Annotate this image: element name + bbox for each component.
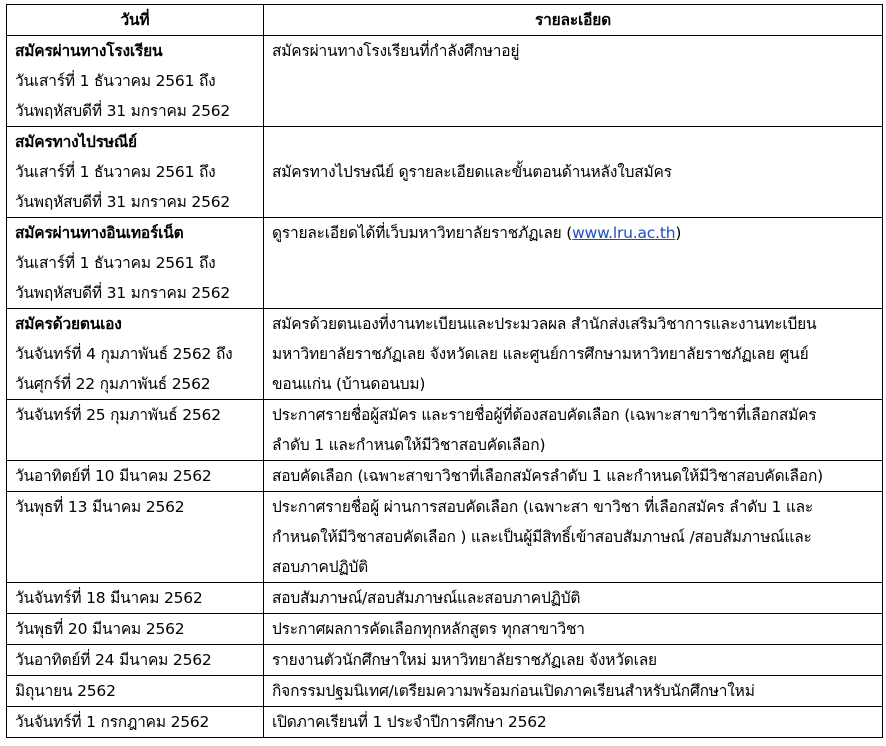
table-row (7, 583, 883, 614)
detail-text: สมัครทางไปรษณีย์ ดูรายละเอียดและขั้นตอนด้านหลังใบสมัคร (272, 163, 672, 181)
detail-text: สมัครผ่านทางโรงเรียนที่กำลังศึกษาอยู่ (272, 42, 520, 60)
date-cell (7, 36, 264, 127)
detail-suffix: ) (675, 224, 682, 242)
table-row (7, 36, 883, 127)
detail-cell: รายงานตัวนักศึกษาใหม่ มหาวิทยาลัยราชภัฏเลย จังหวัดเลย (264, 645, 883, 676)
detail-line: กำหนดให้มีวิชาสอบคัดเลือก ) และเป็นผู้มีสิทธิ์เข้าสอบสัมภาษณ์ /สอบสัมภาษณ์และ (272, 528, 812, 546)
date-cell: วันพุธที่ 20 มีนาคม 2562 (7, 614, 264, 645)
admission-schedule-table (6, 4, 883, 738)
detail-cell: ประกาศผลการคัดเลือกทุกหลักสูตร ทุกสาขาวิชา (264, 614, 883, 645)
date-line: วันจันทร์ที่ 4 กุมภาพันธ์ 2562 ถึง (15, 345, 233, 363)
date-cell (7, 218, 264, 309)
date-cell: มิถุนายน 2562 (7, 676, 264, 707)
row-title: สมัครทางไปรษณีย์ (15, 133, 137, 151)
date-line: วันพฤหัสบดีที่ 31 มกราคม 2562 (15, 102, 231, 120)
date-cell: วันจันทร์ที่ 18 มีนาคม 2562 (7, 583, 264, 614)
date-cell: วันจันทร์ที่ 1 กรกฎาคม 2562 (7, 707, 264, 738)
date-cell (7, 309, 264, 400)
detail-cell: สอบคัดเลือก (เฉพาะสาขาวิชาที่เลือกสมัครลำดับ 1 และกำหนดให้มีวิชาสอบคัดเลือก) (264, 461, 883, 492)
detail-line: สอบภาคปฏิบัติ (272, 558, 369, 576)
table-row (7, 127, 883, 218)
detail-line: ประกาศรายชื่อผู้สมัคร และรายชื่อผู้ที่ต้องสอบคัดเลือก (เฉพาะสาขาวิชาที่เลือกสมัคร (272, 406, 817, 424)
detail-line: สมัครด้วยตนเองที่งานทะเบียนและประมวลผล สำนักส่งเสริมวิชาการและงานทะเบียน (272, 315, 817, 333)
detail-cell (264, 309, 883, 400)
table-row (7, 492, 883, 583)
university-website-link[interactable]: www.lru.ac.th (572, 224, 676, 242)
row-title: สมัครผ่านทางโรงเรียน (15, 42, 163, 60)
date-cell: วันอาทิตย์ที่ 24 มีนาคม 2562 (7, 645, 264, 676)
detail-cell (264, 36, 883, 127)
table-row (7, 645, 883, 676)
table-row (7, 400, 883, 461)
date-line: วันเสาร์ที่ 1 ธันวาคม 2561 ถึง (15, 163, 216, 181)
detail-cell (264, 127, 883, 218)
date-line: วันเสาร์ที่ 1 ธันวาคม 2561 ถึง (15, 254, 216, 272)
detail-column-header: รายละเอียด (264, 5, 883, 36)
detail-cell: เปิดภาคเรียนที่ 1 ประจำปีการศึกษา 2562 (264, 707, 883, 738)
detail-line: มหาวิทยาลัยราชภัฏเลย จังหวัดเลย และศูนย์การศึกษามหาวิทยาลัยราชภัฏเลย ศูนย์ (272, 345, 809, 363)
detail-line: ประกาศรายชื่อผู้ ผ่านการสอบคัดเลือก (เฉพาะสา ขาวิชา ที่เลือกสมัคร ลำดับ 1 และ (272, 498, 814, 516)
detail-cell (264, 400, 883, 461)
detail-line: ขอนแก่น (บ้านดอนบม) (272, 375, 426, 393)
date-cell: วันจันทร์ที่ 25 กุมภาพันธ์ 2562 (7, 400, 264, 461)
date-column-header: วันที่ (7, 5, 264, 36)
table-row (7, 676, 883, 707)
date-line: วันศุกร์ที่ 22 กุมภาพันธ์ 2562 (15, 375, 211, 393)
detail-cell (264, 218, 883, 309)
detail-cell: สอบสัมภาษณ์/สอบสัมภาษณ์และสอบภาคปฏิบัติ (264, 583, 883, 614)
date-cell: วันพุธที่ 13 มีนาคม 2562 (7, 492, 264, 583)
detail-line: ลำดับ 1 และกำหนดให้มีวิชาสอบคัดเลือก) (272, 436, 546, 454)
date-line: วันเสาร์ที่ 1 ธันวาคม 2561 ถึง (15, 72, 216, 90)
date-line: วันพฤหัสบดีที่ 31 มกราคม 2562 (15, 193, 231, 211)
detail-cell: กิจกรรมปฐมนิเทศ/เตรียมความพร้อมก่อนเปิดภาคเรียนสำหรับนักศึกษาใหม่ (264, 676, 883, 707)
row-title: สมัครผ่านทางอินเทอร์เน็ต (15, 224, 184, 242)
table-row (7, 461, 883, 492)
date-line: วันพฤหัสบดีที่ 31 มกราคม 2562 (15, 284, 231, 302)
date-cell: วันอาทิตย์ที่ 10 มีนาคม 2562 (7, 461, 264, 492)
table-row (7, 309, 883, 400)
detail-cell (264, 492, 883, 583)
table-row (7, 614, 883, 645)
table-row (7, 707, 883, 738)
detail-text (272, 218, 874, 248)
table-row (7, 218, 883, 309)
detail-prefix: ดูรายละเอียดได้ที่เว็บมหาวิทยาลัยราชภัฏเลย ( (272, 224, 573, 242)
table-header-row (7, 5, 883, 36)
date-cell (7, 127, 264, 218)
row-title: สมัครด้วยตนเอง (15, 315, 122, 333)
